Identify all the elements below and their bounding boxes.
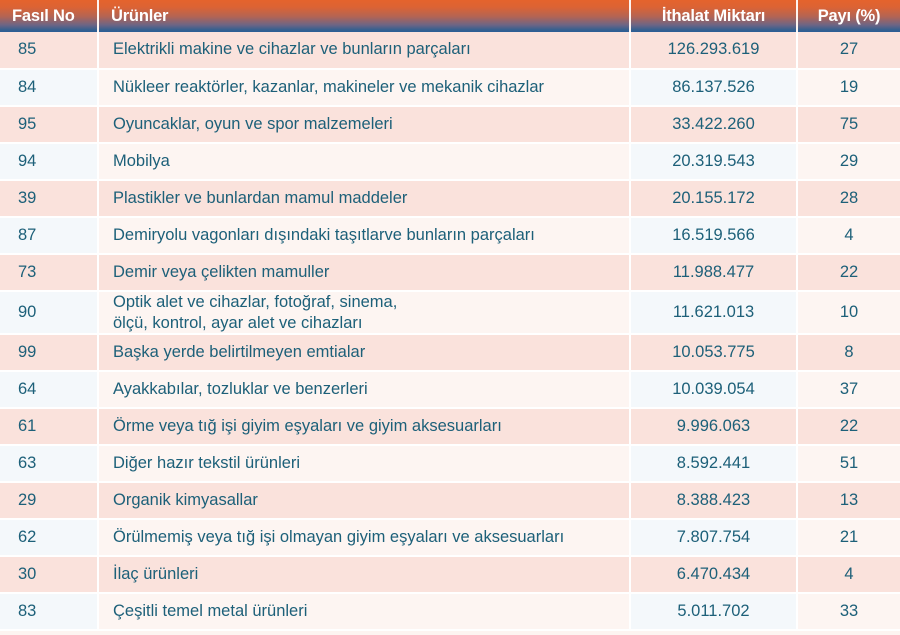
cell-share-percent: 4 (797, 217, 900, 254)
cell-product-name: Mobilya (98, 143, 630, 180)
cell-share-percent: 51 (797, 445, 900, 482)
cell-import-amount: 6.470.434 (630, 556, 797, 593)
table-row[interactable] (0, 143, 900, 180)
table-row[interactable] (0, 408, 900, 445)
column-header-chapter-no[interactable]: Fasıl No (0, 0, 98, 32)
cell-product-name: Örme veya tığ işi giyim eşyaları ve giyim aksesuarları (98, 408, 630, 445)
table-header (0, 0, 900, 32)
cell-share-percent: 13 (797, 482, 900, 519)
cell-import-amount: 11.988.477 (630, 254, 797, 291)
table-row[interactable] (0, 519, 900, 556)
table-row[interactable] (0, 334, 900, 371)
cell-share-percent: 28 (797, 180, 900, 217)
cell-product-name: Demiryolu vagonları dışındaki taşıtlarve bunların parçaları (98, 217, 630, 254)
cell-chapter-no: 62 (0, 519, 98, 556)
cell-import-amount: 126.293.619 (630, 32, 797, 69)
cell-import-amount: 10.053.775 (630, 334, 797, 371)
cell-product-name: Demir veya çelikten mamuller (98, 254, 630, 291)
table-row[interactable] (0, 254, 900, 291)
cell-product-name: Plastikler ve bunlardan mamul maddeler (98, 180, 630, 217)
cell-chapter-no: 99 (0, 334, 98, 371)
cell-share-percent: 22 (797, 254, 900, 291)
cell-share-percent: 19 (797, 69, 900, 106)
cell-product-name-line-2: ölçü, kontrol, ayar alet ve cihazları (113, 313, 363, 332)
cell-product-name: Elektrikli makine ve cihazlar ve bunların parçaları (98, 32, 630, 69)
table-row[interactable] (0, 180, 900, 217)
cell-share-percent: 10 (797, 291, 900, 334)
table-row[interactable] (0, 69, 900, 106)
cell-import-amount: 20.155.172 (630, 180, 797, 217)
cell-share-percent: 33 (797, 593, 900, 630)
cell-chapter-no: 83 (0, 593, 98, 630)
cell-import-amount: 8.592.441 (630, 445, 797, 482)
table-row[interactable] (0, 445, 900, 482)
cell-product-name: Diğer hazır tekstil ürünleri (98, 445, 630, 482)
cell-share-percent: 4 (797, 556, 900, 593)
cell-chapter-no: 63 (0, 445, 98, 482)
cell-import-amount: 16.519.566 (630, 217, 797, 254)
cell-product-name: İlaç ürünleri (98, 556, 630, 593)
cell-share-percent: 29 (797, 143, 900, 180)
table-body (0, 32, 900, 630)
cell-chapter-no: 90 (0, 291, 98, 334)
cell-import-amount: 8.388.423 (630, 482, 797, 519)
cell-import-amount: 33.422.260 (630, 106, 797, 143)
cell-import-amount: 86.137.526 (630, 69, 797, 106)
table-row[interactable] (0, 371, 900, 408)
table-header-row (0, 0, 900, 32)
column-header-import-amount[interactable]: İthalat Miktarı (630, 0, 797, 32)
cell-import-amount: 5.011.702 (630, 593, 797, 630)
cell-chapter-no: 61 (0, 408, 98, 445)
cell-product-name: Ayakkabılar, tozluklar ve benzerleri (98, 371, 630, 408)
cell-product-name: Örülmemiş veya tığ işi olmayan giyim eşyaları ve aksesuarları (98, 519, 630, 556)
cell-chapter-no: 85 (0, 32, 98, 69)
cell-share-percent: 37 (797, 371, 900, 408)
cell-product-name: Başka yerde belirtilmeyen emtialar (98, 334, 630, 371)
cell-chapter-no: 87 (0, 217, 98, 254)
column-header-share-percent[interactable]: Payı (%) (797, 0, 900, 32)
table-row[interactable] (0, 217, 900, 254)
cell-chapter-no: 30 (0, 556, 98, 593)
cell-import-amount: 20.319.543 (630, 143, 797, 180)
cell-import-amount: 10.039.054 (630, 371, 797, 408)
cell-product-name: Nükleer reaktörler, kazanlar, makineler ve mekanik cihazlar (98, 69, 630, 106)
cell-share-percent: 21 (797, 519, 900, 556)
cell-chapter-no: 64 (0, 371, 98, 408)
cell-product-name-line-1: Optik alet ve cihazlar, fotoğraf, sinema, (113, 293, 398, 311)
cell-chapter-no: 39 (0, 180, 98, 217)
cell-chapter-no: 94 (0, 143, 98, 180)
cell-chapter-no: 29 (0, 482, 98, 519)
cell-share-percent: 27 (797, 32, 900, 69)
cell-product-name: Organik kimyasallar (98, 482, 630, 519)
cell-share-percent: 75 (797, 106, 900, 143)
table-row[interactable] (0, 291, 900, 334)
table-row[interactable] (0, 32, 900, 69)
cell-import-amount: 9.996.063 (630, 408, 797, 445)
table-row[interactable] (0, 556, 900, 593)
cell-chapter-no: 95 (0, 106, 98, 143)
cell-product-name: Çeşitli temel metal ürünleri (98, 593, 630, 630)
cell-chapter-no: 84 (0, 69, 98, 106)
column-header-products[interactable]: Ürünler (98, 0, 630, 32)
table-row[interactable] (0, 482, 900, 519)
cell-import-amount: 7.807.754 (630, 519, 797, 556)
cell-product-name: Oyuncaklar, oyun ve spor malzemeleri (98, 106, 630, 143)
cell-product-name (98, 291, 630, 334)
cell-import-amount: 11.621.013 (630, 291, 797, 334)
table-row[interactable] (0, 593, 900, 630)
table-row[interactable] (0, 106, 900, 143)
cell-share-percent: 8 (797, 334, 900, 371)
cell-share-percent: 22 (797, 408, 900, 445)
cell-chapter-no: 73 (0, 254, 98, 291)
